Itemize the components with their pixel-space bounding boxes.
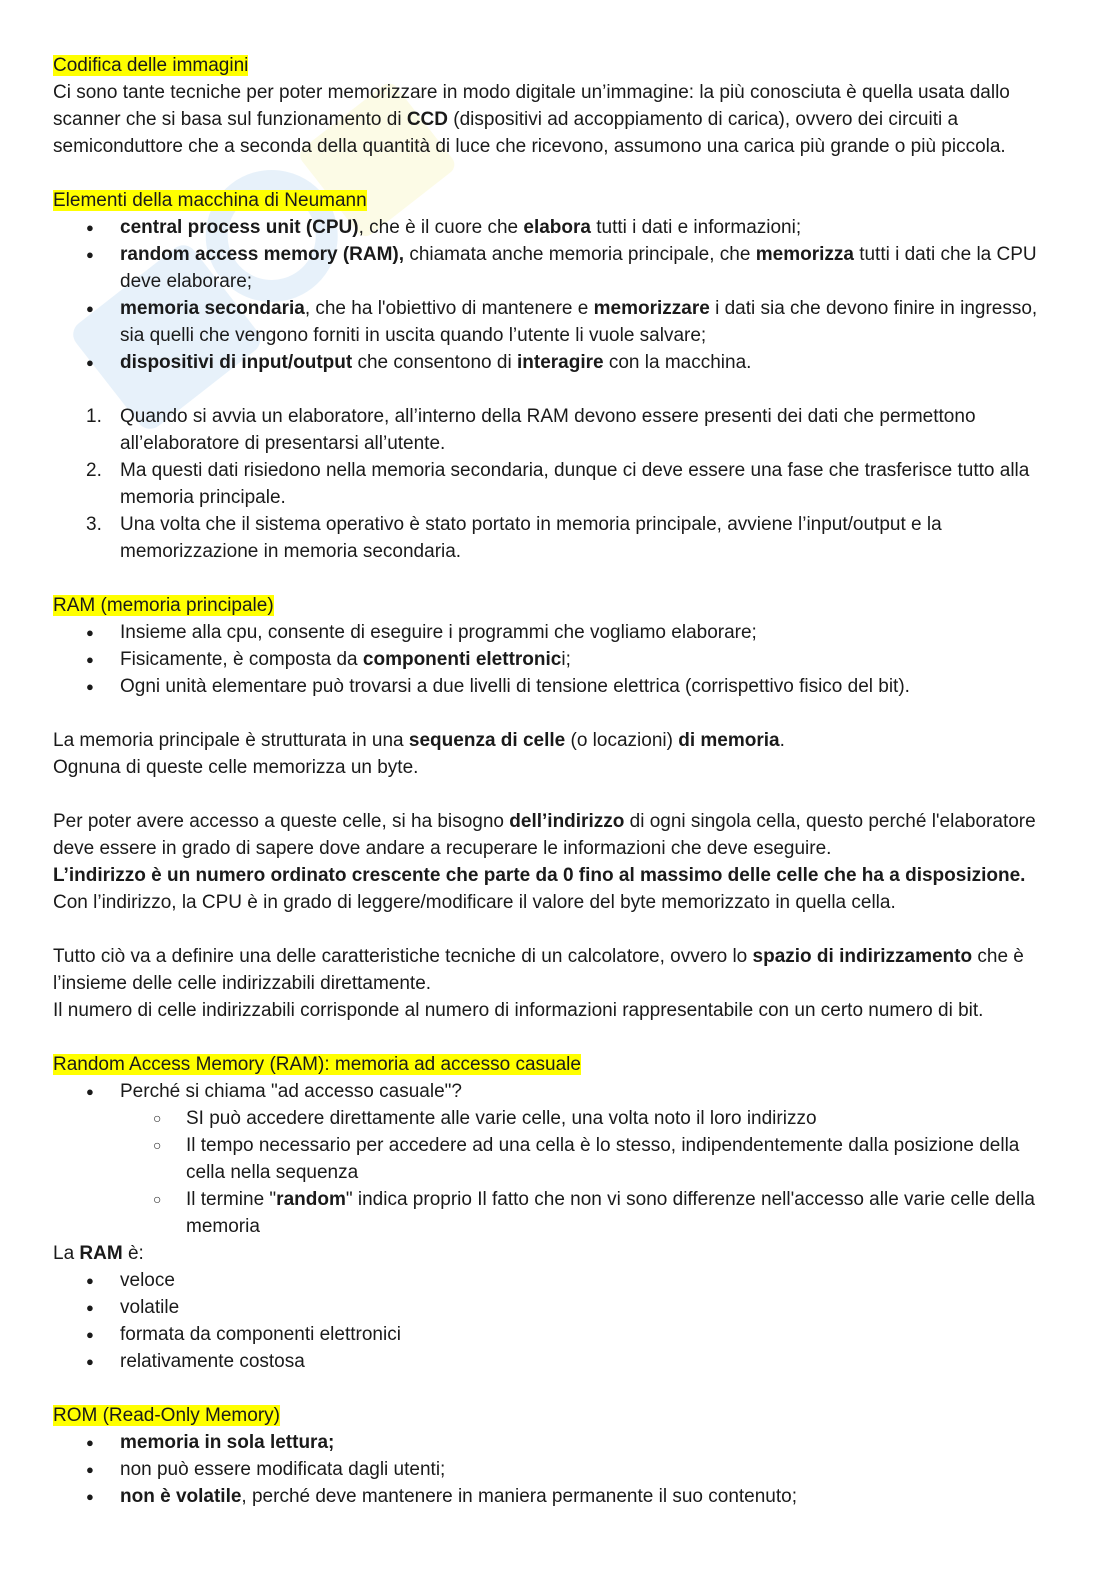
random-access-list — [53, 1078, 1063, 1105]
list-item: ● memoria in sola lettura; — [53, 1429, 1063, 1456]
paragraph-codifica: Ci sono tante tecniche per poter memorizzare in modo digitale un’immagine: la più conosciuta è quella usata dallo scanner che si basa sul funzionamento di CCD (dispositivi ad accoppiamento di carica), ovvero dei circuiti a semiconduttore che a seconda della quantità di luce che ricevono, assumono una carica più grande o più piccola. — [53, 82, 1010, 157]
list-item: ● Fisicamente, è composta da componenti elettronici; — [53, 646, 1063, 673]
list-item: ● Insieme alla cpu, consente di eseguire i programmi che vogliamo elaborare; — [53, 619, 1063, 646]
paragraph: Con l’indirizzo, la CPU è in grado di leggere/modificare il valore del byte memorizzato in quella cella. — [53, 892, 896, 913]
list-item: ● relativamente costosa — [53, 1348, 1063, 1375]
ram-list — [53, 619, 1063, 700]
random-access-sublist — [53, 1105, 1063, 1240]
list-item: ● dispositivi di input/output che consentono di interagire con la macchina. — [53, 349, 1063, 376]
document-page — [53, 52, 1063, 1510]
section-title-ram: RAM (memoria principale) — [53, 595, 274, 616]
list-item: ● non può essere modificata dagli utenti; — [53, 1456, 1063, 1483]
list-item: 2. Ma questi dati risiedono nella memoria secondaria, dunque ci deve essere una fase che trasferisce tutto alla memoria principale. — [86, 460, 1030, 508]
section-title-codifica: Codifica delle immagini — [53, 55, 249, 76]
list-item: ● Ogni unità elementare può trovarsi a due livelli di tensione elettrica (corrispettivo fisico del bit). — [53, 673, 1063, 700]
list-item: ○ Il tempo necessario per accedere ad una cella è lo stesso, indipendentemente dalla posizione della cella nella sequenza — [53, 1132, 1063, 1186]
section-title-rom: ROM (Read-Only Memory) — [53, 1405, 280, 1426]
paragraph: La memoria principale è strutturata in una sequenza di celle (o locazioni) di memoria. — [53, 730, 785, 751]
list-item: ○ Il termine "random" indica proprio Il fatto che non vi sono differenze nell'accesso alle varie celle della memoria — [53, 1186, 1063, 1240]
ram-properties-list — [53, 1267, 1063, 1375]
boot-steps-list — [53, 403, 1063, 565]
neumann-list — [53, 214, 1063, 376]
paragraph: Il numero di celle indirizzabili corrisponde al numero di informazioni rappresentabile con un certo numero di bit. — [53, 1000, 984, 1021]
list-item: ● central process unit (CPU), che è il cuore che elabora tutti i dati e informazioni; — [53, 214, 1063, 241]
paragraph: Ognuna di queste celle memorizza un byte. — [53, 757, 419, 778]
paragraph: Per poter avere accesso a queste celle, si ha bisogno dell’indirizzo di ogni singola cella, questo perché l'elaboratore deve essere in grado di sapere dove andare a recuperare le informazioni che deve eseguire. — [53, 811, 1036, 859]
paragraph-bold: L’indirizzo è un numero ordinato crescente che parte da 0 fino al massimo delle celle che ha a disposizione. — [53, 865, 1026, 886]
list-item: ● veloce — [53, 1267, 1063, 1294]
list-item: ○ SI può accedere direttamente alle varie celle, una volta noto il loro indirizzo — [53, 1105, 1063, 1132]
section-title-random-access: Random Access Memory (RAM): memoria ad accesso casuale — [53, 1054, 581, 1075]
list-item: ● formata da componenti elettronici — [53, 1321, 1063, 1348]
list-item: ● random access memory (RAM), chiamata anche memoria principale, che memorizza tutti i dati che la CPU deve elaborare; — [53, 241, 1063, 295]
list-item: ● memoria secondaria, che ha l'obiettivo di mantenere e memorizzare i dati sia che devono finire in ingresso, sia quelli che vengono forniti in uscita quando l’utente li vuole salvare; — [53, 295, 1063, 349]
list-item: 3. Una volta che il sistema operativo è stato portato in memoria principale, avviene l’input/output e la memorizzazione in memoria secondaria. — [86, 514, 942, 562]
rom-list — [53, 1429, 1063, 1510]
list-item: 1. Quando si avvia un elaboratore, all’interno della RAM devono essere presenti dei dati che permettono all’elaboratore di presentarsi all’utente. — [86, 406, 976, 454]
list-item: ● volatile — [53, 1294, 1063, 1321]
paragraph: La RAM è: — [53, 1243, 144, 1264]
list-item: ● Perché si chiama "ad accesso casuale"? — [53, 1078, 1063, 1105]
paragraph: Tutto ciò va a definire una delle caratteristiche tecniche di un calcolatore, ovvero lo spazio di indirizzamento che è l’insieme delle celle indirizzabili direttamente. — [53, 946, 1024, 994]
list-item: ● non è volatile, perché deve mantenere in maniera permanente il suo contenuto; — [53, 1483, 1063, 1510]
section-title-neumann: Elementi della macchina di Neumann — [53, 190, 367, 211]
